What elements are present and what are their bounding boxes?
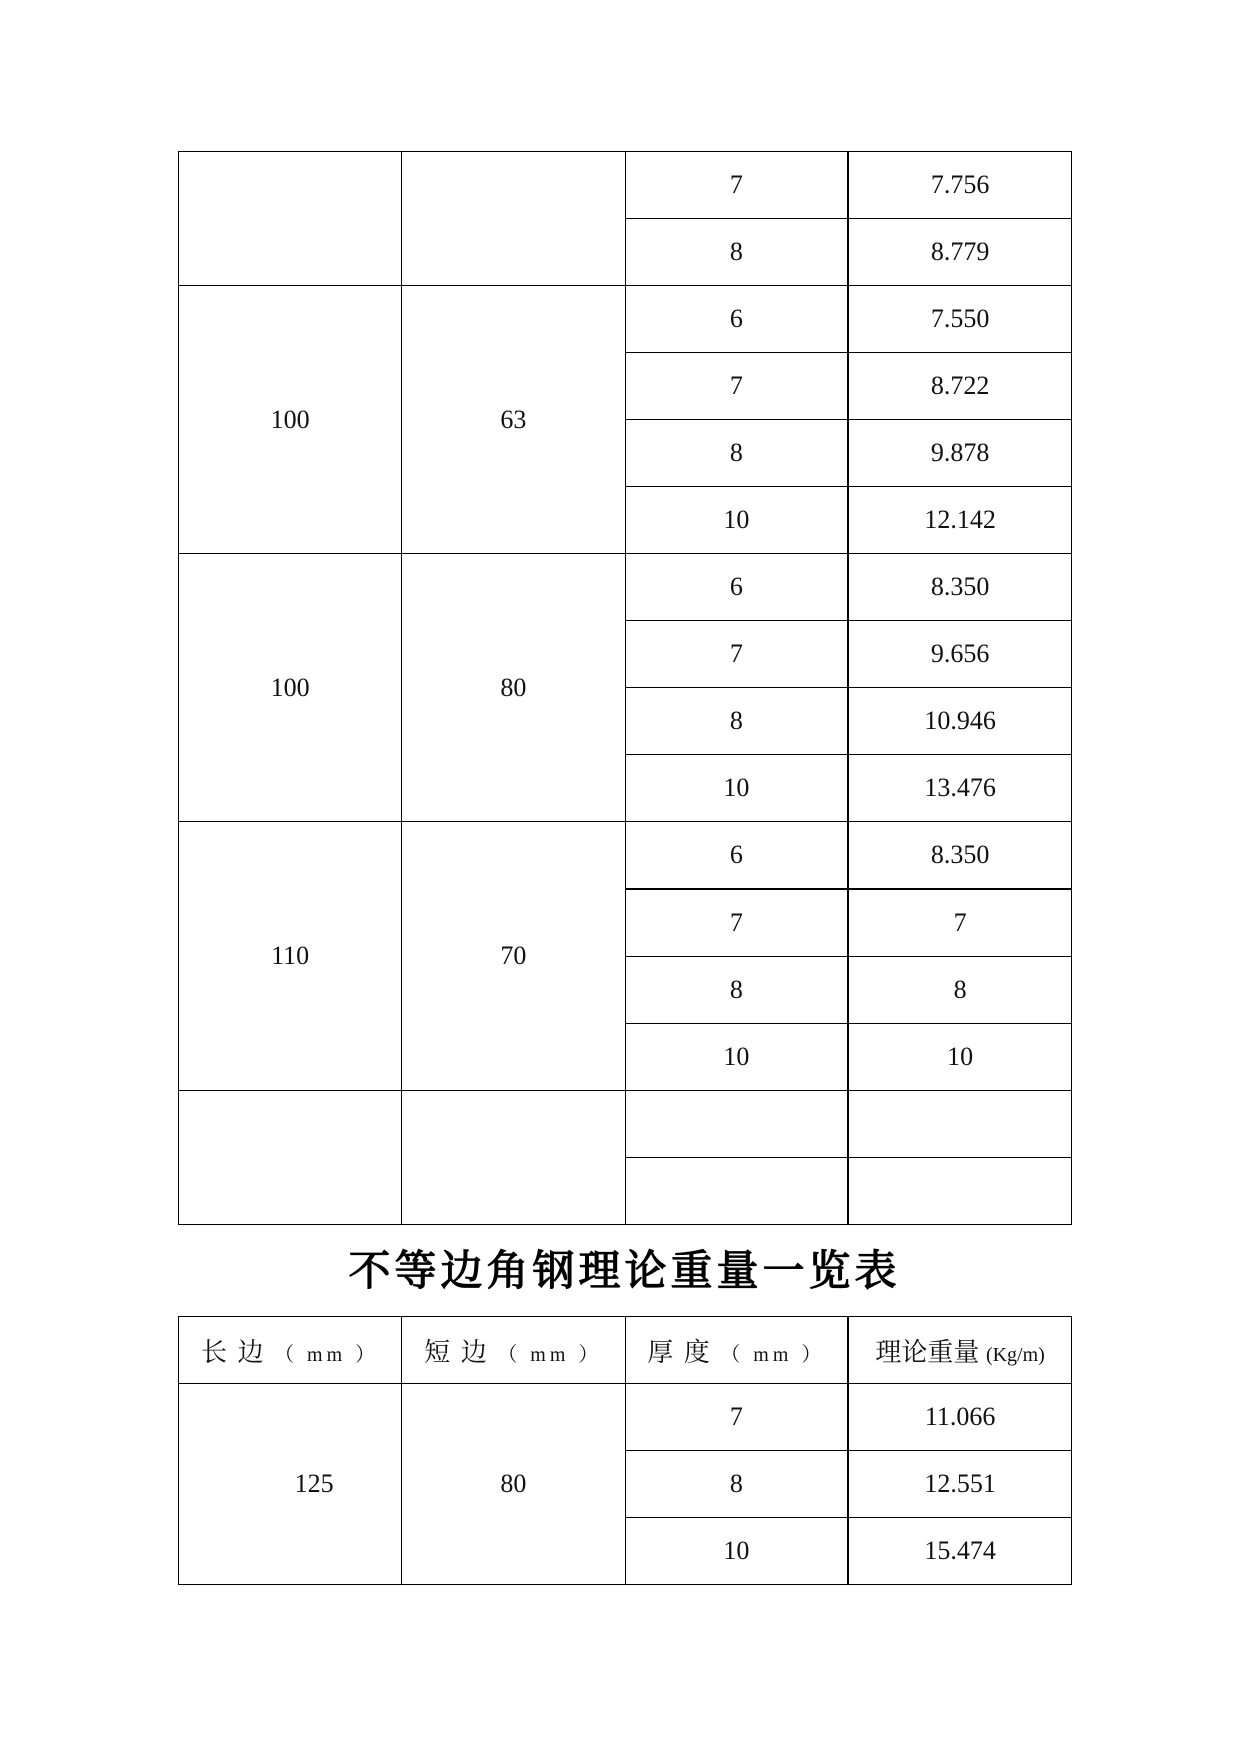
thickness-cell: 8 [625, 957, 848, 1024]
table-row [179, 286, 1072, 353]
long-side-cell [179, 152, 402, 286]
thickness-cell: 7 [625, 353, 848, 420]
weight-cell [848, 1158, 1071, 1225]
table-row [179, 1384, 1072, 1451]
thickness-cell: 10 [625, 1518, 848, 1585]
thickness-cell: 7 [625, 889, 848, 957]
thickness-cell: 6 [625, 554, 848, 621]
long-side-value: 125 [294, 1469, 334, 1498]
thickness-cell [625, 1091, 848, 1158]
short-side-cell: 70 [402, 822, 625, 1091]
short-side-cell: 80 [402, 1384, 625, 1585]
long-side-cell: 110 [179, 822, 402, 1091]
header-thickness [625, 1317, 848, 1384]
weight-cell: 15.474 [848, 1518, 1071, 1585]
thickness-cell: 10 [625, 1024, 848, 1091]
thickness-cell: 6 [625, 286, 848, 353]
thickness-cell: 8 [625, 688, 848, 755]
thickness-cell: 10 [625, 755, 848, 822]
header-unit: (Kg/m) [985, 1343, 1045, 1366]
weight-cell: 8.779 [848, 219, 1071, 286]
thickness-cell: 6 [625, 822, 848, 890]
short-side-cell: 63 [402, 286, 625, 554]
weight-cell: 13.476 [848, 755, 1071, 822]
table-row [179, 152, 1072, 219]
short-side-cell [402, 1091, 625, 1225]
weight-cell [848, 1091, 1071, 1158]
short-side-cell [402, 152, 625, 286]
weight-cell: 11.066 [848, 1384, 1071, 1451]
header-long-side [179, 1317, 402, 1384]
thickness-cell: 7 [625, 152, 848, 219]
weight-cell: 7.756 [848, 152, 1071, 219]
header-label: 理论重量 [875, 1337, 980, 1367]
weight-cell: 12.551 [848, 1451, 1071, 1518]
weight-cell: 10.946 [848, 688, 1071, 755]
weight-cell: 9.656 [848, 621, 1071, 688]
weight-cell: 8 [848, 957, 1071, 1024]
table-row [179, 554, 1072, 621]
angle-steel-table-continued [178, 151, 1072, 1225]
weight-cell: 8.350 [848, 554, 1071, 621]
thickness-cell: 7 [625, 621, 848, 688]
long-side-cell: 100 [179, 286, 402, 554]
angle-steel-weight-table [178, 1316, 1072, 1585]
weight-cell: 12.142 [848, 487, 1071, 554]
thickness-cell: 8 [625, 420, 848, 487]
weight-cell: 8.350 [848, 822, 1071, 890]
long-side-cell [179, 1384, 402, 1585]
header-unit: （ mm ） [720, 1343, 826, 1366]
thickness-cell: 8 [625, 1451, 848, 1518]
header-theoretical-weight [848, 1317, 1071, 1384]
header-unit: （ mm ） [274, 1343, 380, 1366]
table-row [179, 1091, 1072, 1158]
table-row [179, 822, 1072, 890]
thickness-cell: 7 [625, 1384, 848, 1451]
header-unit: （ mm ） [497, 1343, 603, 1366]
short-side-cell: 80 [402, 554, 625, 822]
header-label: 短 边 [424, 1337, 489, 1367]
long-side-cell: 100 [179, 554, 402, 822]
header-label: 长 边 [201, 1337, 266, 1367]
thickness-cell [625, 1158, 848, 1225]
long-side-cell [179, 1091, 402, 1225]
weight-cell: 8.722 [848, 353, 1071, 420]
weight-cell: 7.550 [848, 286, 1071, 353]
thickness-cell: 10 [625, 487, 848, 554]
header-short-side [402, 1317, 625, 1384]
weight-cell: 9.878 [848, 420, 1071, 487]
weight-cell: 7 [848, 889, 1071, 957]
table-header-row [179, 1317, 1072, 1384]
weight-cell: 10 [848, 1024, 1071, 1091]
page-title: 不等边角钢理论重量一览表 [348, 1246, 901, 1295]
thickness-cell: 8 [625, 219, 848, 286]
header-label: 厚 度 [647, 1337, 712, 1367]
